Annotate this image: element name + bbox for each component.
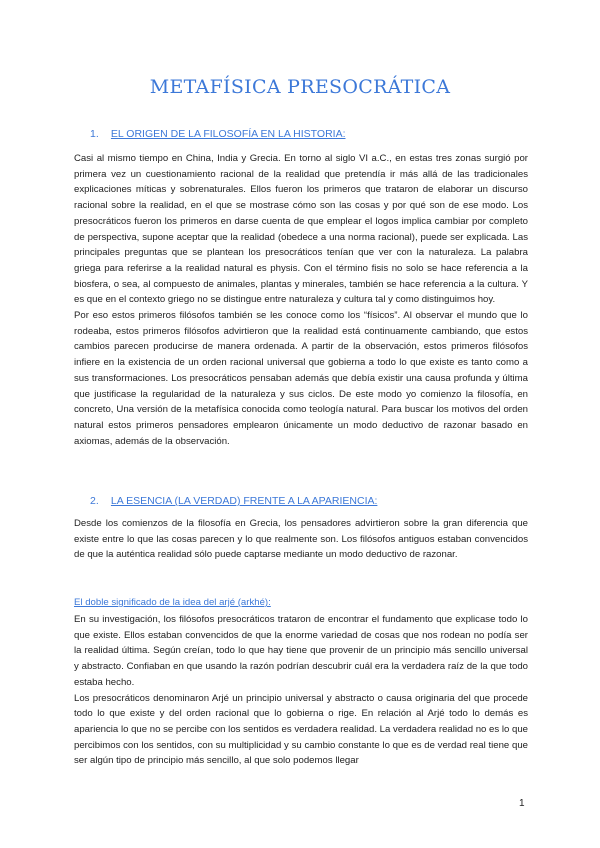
page-number: 1 <box>519 798 525 809</box>
arje-paragraph-2: Los presocráticos denominaron Arjé un principio universal y abstracto o causa originaria del que procede todo lo que existe y del orden racional que lo gobierna o rige. En relación al Arjé todo lo demás es apariencia lo que no se percibe con los sentidos es verdadera realidad. La verdadera realidad no es lo que percibimos con los sentidos, con su multiplicidad y su cambio constante lo que es de verdad real tiene que ser algún tipo de principio más sencillo, al que solo podemos llegar <box>74 692 528 767</box>
section-2-body <box>74 516 528 563</box>
section-1-paragraph-2: Por eso estos primeros filósofos también se les conoce como los “físicos”. Al observar el mundo que lo rodeaba, estos primeros filósofos advirtieron que la realidad está continuamente cambiando, que estos cambios parecen producirse de manera ordenada. A partir de la observación, estos primeros filósofos infiere en la existencia de un orden racional universal que gobierna a todo lo que existe es tanto como a sus transformaciones. Los presocráticos pensaban además que debía existir una causa profunda y última que justificase la regularidad de la naturaleza y sus ciclos. De este modo yo comienzo la filosofía, en concreto, Una versión de la metafísica conocida como teología natural. Para buscar los motivos del orden natural estos primeros pensadores emplearon únicamente un modo deductivo de razonar basado en axiomas, además de la observación. <box>74 310 528 447</box>
arje-subheading: El doble significado de la idea del arjé (arkhé): <box>74 597 271 608</box>
section-1-heading-text: EL ORIGEN DE LA FILOSOFÍA EN LA HISTORIA: <box>110 128 346 140</box>
section-2-number: 2. <box>90 495 99 507</box>
arje-body <box>74 612 528 769</box>
section-1-number: 1. <box>90 128 99 140</box>
section-2-heading <box>90 495 377 507</box>
page-title: METAFÍSICA PRESOCRÁTICA <box>149 76 451 98</box>
arje-paragraph-1: En su investigación, los filósofos presocráticos trataron de encontrar el fundamento que explicase todo lo que existe. Ellos estaban convencidos de que la enorme variedad de cosas que nos rodean no podía ser la realidad última. Según creían, todo lo que hay tiene que provenir de un principio más sencillo universal y abstracto. Confiaban en que usando la razón podrían descubrir cuál era la verdadera raíz de la que todo estaba hecho. <box>74 614 528 688</box>
section-2-paragraph-1: Desde los comienzos de la filosofía en Grecia, los pensadores advirtieron sobre la gran diferencia que existe entre lo que las cosas parecen y lo que realmente son. Los filósofos antiguos estaban convencidos de que la auténtica realidad sólo puede captarse mediante un modo deductivo de razonar. <box>74 518 528 561</box>
section-1-body <box>74 151 528 449</box>
section-1-heading <box>90 128 346 140</box>
section-1-paragraph-1: Casi al mismo tiempo en China, India y Grecia. En torno al siglo VI a.C., en estas tres zonas surgió por primera vez un cuestionamiento racional de la realidad que pretendía ir más allá de las tradicionales explicaciones míticas y sobrenaturales. Ellos fueron los primeros que trataron de elaborar un discurso racional sobre la realidad, en el que se mostrase cómo son las cosas y por qué son de ese modo. Los presocráticos fueron los primeros en darse cuenta de que emplear el logos implica cambiar por completo de perspectiva, supone aceptar que la realidad (obedece a una norma racional), puede ser explicada. Las principales preguntas que se plantean los presocráticos tenían que ver con la naturaleza. La palabra griega para referirse a la realidad natural es physis. Con el término fisis no solo se hace referencia a la biosfera, o sea, al compuesto de animales, plantas y minerales, también se hace referencia a la cultura. Y es que en el contexto griego no se distingue entre naturaleza y cultura tal y como distinguimos hoy. <box>74 153 528 306</box>
section-2-heading-text: LA ESENCIA (LA VERDAD) FRENTE A LA APARIENCIA: <box>110 495 378 507</box>
